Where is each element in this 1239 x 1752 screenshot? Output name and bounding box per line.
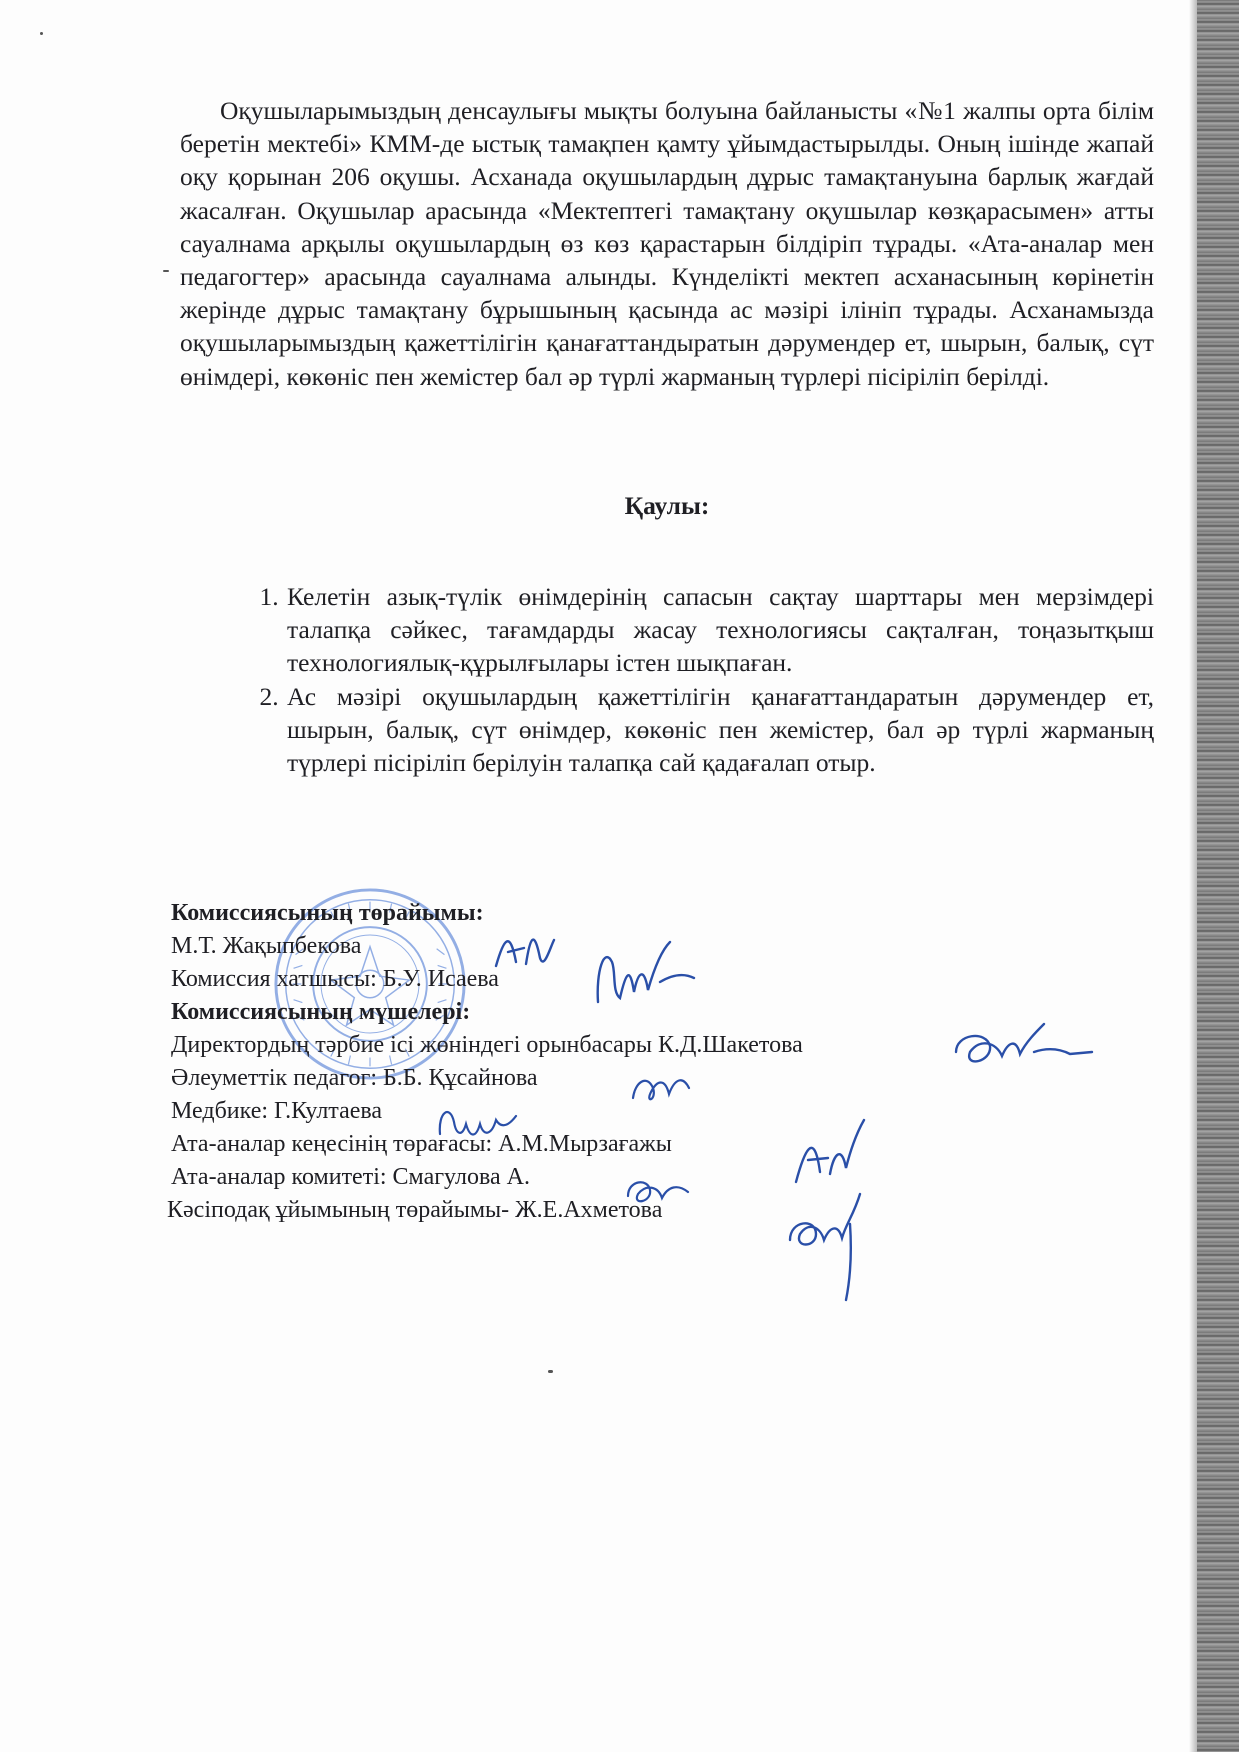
signature-block (167, 897, 1131, 1227)
scan-speck (40, 32, 43, 35)
commission-member: Медбике: Г.Култаева (171, 1098, 383, 1124)
commission-chair-name: М.Т. Жақыпбекова (171, 933, 362, 959)
decision-item: 1. Келетін азық-түлік өнімдерінің сапасын сақтау шарттары мен мерзімдері талапқа сәйкес, тағамдарды жасау технологиясы сақталған, тоңазытқыш технологиялық-құрылғылары істен шықпаған. (285, 580, 1154, 680)
scan-speck (548, 1370, 553, 1373)
commission-member: Кәсіподақ ұйымының төрайымы- Ж.Е.Ахметова (167, 1197, 663, 1223)
decision-list (250, 580, 1154, 779)
commission-members-label: Комиссиясының мүшелері: (171, 999, 471, 1025)
commission-member: Директордың тәрбие ісі жөніндегі орынбасары К.Д.Шакетова (171, 1032, 803, 1058)
commission-member: Әлеуметтік педагог: Б.Б. Құсайнова (171, 1065, 538, 1091)
commission-member: Ата-аналар кеңесінің төрағасы: А.М.Мырзағажы (171, 1131, 672, 1157)
decision-item: 2. Ас мәзірі оқушылардың қажеттілігін қанағаттандаратын дәрумендер ет, шырын, балық, сүт өнімдер, көкөніс пен жемістер, бал әр түрлі жарманың түрлері пісіріліп берілуін талапқа сай қадағалап отыр. (285, 680, 1154, 780)
commission-chair-label: Комиссиясының төрайымы: (171, 900, 484, 926)
scan-speck (163, 270, 169, 272)
decision-heading: Қаулы: (624, 491, 710, 520)
commission-member: Ата-аналар комитеті: Смагулова А. (171, 1164, 530, 1190)
scanner-edge (1197, 0, 1239, 1752)
commission-secretary: Комиссия хатшысы: Б.У. Исаева (171, 966, 499, 992)
body-paragraph: Оқушыларымыздың денсаулығы мықты болуына байланысты «№1 жалпы орта білім беретін мектебі» КММ-де ыстық тамақпен қамту ұйымдастырылды. Оның ішінде жапай оқу қорынан 206 оқушы. Асханада оқушылардың дұрыс тамақтануына барлық жағдай жасалған. Оқушылар арасында «Мектептегі тамақтану оқушылар көзқарасымен» атты сауалнама арқылы оқушылардың өз көз қарастарын білдіріп тұрады. «Ата-аналар мен педагогтер» арасында сауалнама алынды. Күнделікті мектеп асханасының көрінетін жерінде дұрыс тамақтану бұрышының қасында ас мәзірі ілініп тұрады. Асханамызда оқушыларымыздың қажеттілігін қанағаттандыратын дәрумендер ет, шырын, балық, сүт өнімдері, көкөніс пен жемістер бал әр түрлі жарманың түрлері пісіріліп берілді. (180, 96, 1154, 391)
